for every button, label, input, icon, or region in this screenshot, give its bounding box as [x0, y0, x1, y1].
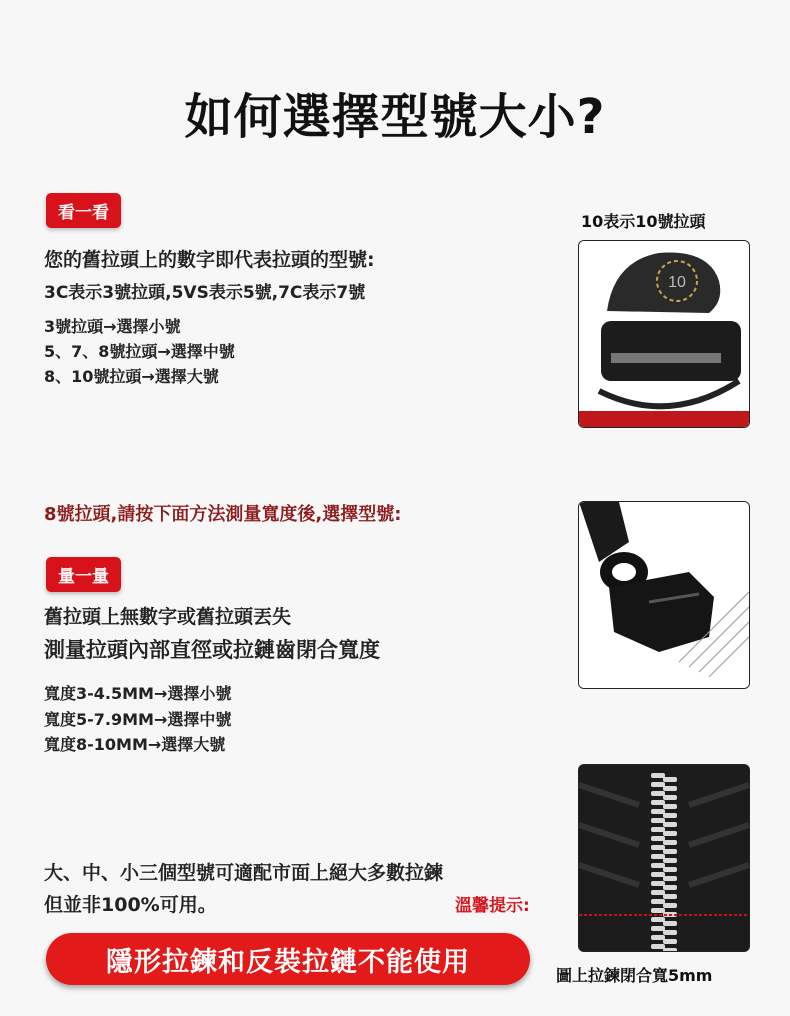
zipper-tooth [663, 939, 677, 944]
section1-line-5: 8、10號拉頭→選擇大號 [44, 367, 219, 386]
section3-line-1: 大、中、小三個型號可適配市面上絕大多數拉鍊 [44, 862, 444, 884]
zipper-tooth [663, 930, 677, 935]
section2-line-5: 寬度8-10MM→選擇大號 [44, 735, 226, 754]
zipper-tooth [651, 845, 665, 850]
zipper-tooth [663, 867, 677, 872]
zipper-tooth [651, 827, 665, 832]
section1-line-1: 您的舊拉頭上的數字即代表拉頭的型號: [44, 249, 375, 271]
slider-number-mark: 10 [668, 274, 686, 291]
zipper-tooth [663, 894, 677, 899]
page-title: 如何選擇型號大小? [184, 89, 606, 145]
zipper-teeth-image [578, 764, 750, 952]
zipper-tooth [663, 822, 677, 827]
zipper-tooth [663, 876, 677, 881]
section2-line-2: 測量拉頭內部直徑或拉鏈齒閉合寬度 [44, 638, 380, 662]
section1-line-4: 5、7、8號拉頭→選擇中號 [44, 342, 235, 361]
warning-banner: 隱形拉鍊和反裝拉鏈不能使用 [46, 933, 530, 985]
section1-line-3: 3號拉頭→選擇小號 [44, 317, 181, 336]
slider-number-image [578, 240, 750, 428]
zipper-tooth [651, 863, 665, 868]
look-badge: 看一看 [46, 193, 121, 228]
zipper-tooth [663, 813, 677, 818]
slider-number-caption: 10表示10號拉頭 [581, 212, 706, 231]
zipper-teeth-caption: 圖上拉鍊閉合寬5mm [556, 966, 713, 985]
zipper-tooth [651, 899, 665, 904]
section1-line-2: 3C表示3號拉頭,5VS表示5號,7C表示7號 [44, 283, 366, 303]
section2-line-3: 寬度3-4.5MM→選擇小號 [44, 684, 232, 703]
zipper-tooth [651, 791, 665, 796]
section2-line-1: 舊拉頭上無數字或舊拉頭丟失 [44, 606, 292, 628]
zipper-tooth [651, 935, 665, 940]
warm-tip-label: 溫馨提示: [455, 896, 530, 916]
zipper-tooth [651, 836, 665, 841]
zipper-tooth [651, 782, 665, 787]
zipper-tooth [651, 818, 665, 823]
zipper-tooth [651, 800, 665, 805]
zipper-tooth [651, 872, 665, 877]
zipper-tooth [663, 795, 677, 800]
zipper-tooth [663, 849, 677, 854]
zipper-tooth [663, 885, 677, 890]
zipper-tooth [651, 854, 665, 859]
measure-badge: 量一量 [46, 557, 121, 592]
zipper-tooth [663, 786, 677, 791]
zipper-tooth [663, 777, 677, 782]
zipper-tooth [663, 948, 677, 951]
zipper-tooth [663, 903, 677, 908]
zipper-tooth [651, 908, 665, 913]
measure-slider-image [578, 501, 750, 689]
zipper-tooth [651, 809, 665, 814]
zipper-tooth [663, 804, 677, 809]
zipper-tooth [651, 773, 665, 778]
zipper-tooth [663, 858, 677, 863]
zipper-tooth [651, 926, 665, 931]
section2-line-4: 寬度5-7.9MM→選擇中號 [44, 710, 232, 729]
zipper-tooth [651, 917, 665, 922]
zipper-tooth [663, 840, 677, 845]
zipper-tooth [651, 890, 665, 895]
section3-line-2: 但並非100%可用。 [44, 894, 217, 916]
zipper-tooth [651, 944, 665, 949]
zipper-tooth [663, 921, 677, 926]
zipper-teeth-illustration [579, 765, 749, 951]
zipper-tooth [651, 881, 665, 886]
zipper-slider-illustration [579, 241, 749, 427]
zipper-tooth [663, 831, 677, 836]
slider-with-ruler-illustration [579, 502, 749, 688]
measure-intro: 8號拉頭,請按下面方法測量寬度後,選擇型號: [44, 504, 402, 525]
